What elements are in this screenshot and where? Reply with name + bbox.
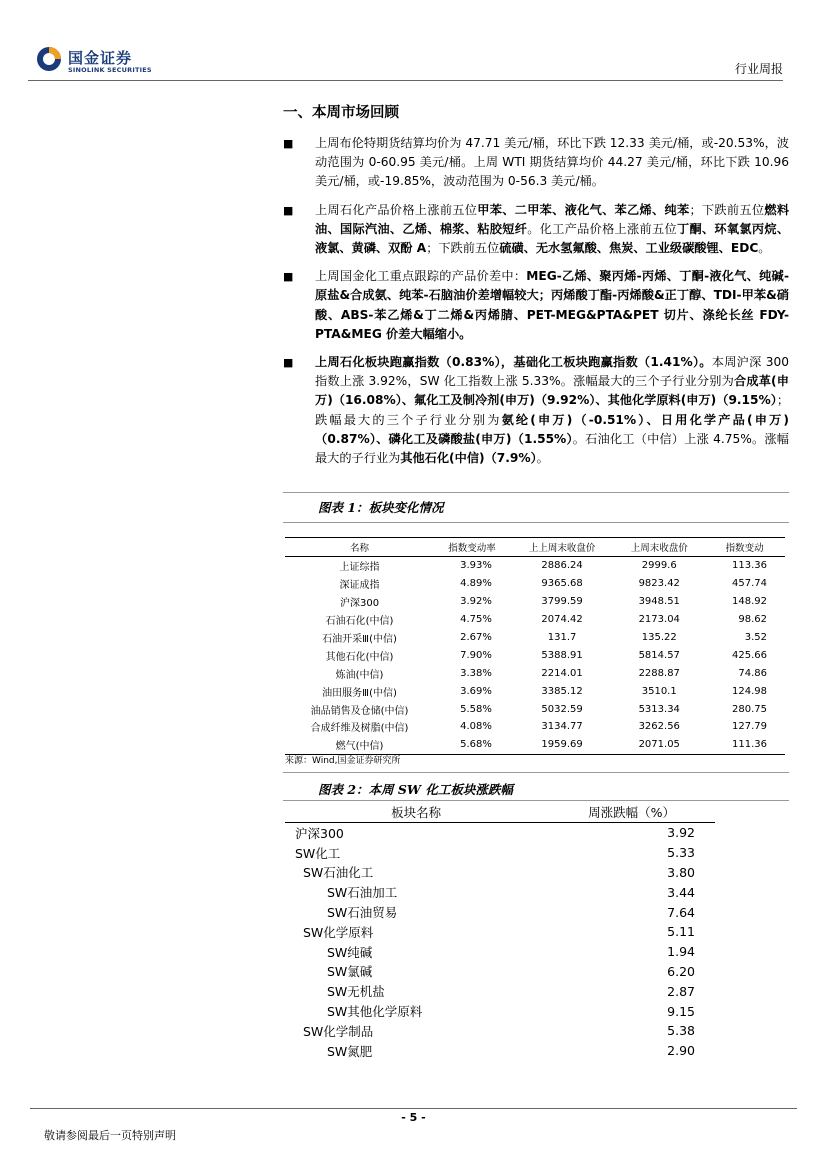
weekly-change-cell: 6.20 xyxy=(667,963,695,979)
bullet-emphasis: 其他石化(中信)（7.9%） xyxy=(400,451,537,466)
value-cell: 457.74 xyxy=(732,578,767,590)
sector-name-cell: 石油开采Ⅲ(中信) xyxy=(322,634,397,645)
weekly-change-cell: 7.64 xyxy=(667,904,695,920)
value-cell: 74.86 xyxy=(738,667,767,679)
figure1-title-divider xyxy=(283,522,789,523)
value-cell: 3948.51 xyxy=(638,596,680,608)
bullet-text: 。 xyxy=(536,451,549,466)
table-row xyxy=(285,1021,715,1041)
bullet-item xyxy=(283,267,789,344)
table-row xyxy=(285,843,715,863)
bullet-text: 上周石化产品价格上涨前五位 xyxy=(315,202,478,217)
table-row xyxy=(285,629,785,647)
value-cell: 3.93% xyxy=(460,560,492,572)
value-cell: 3134.77 xyxy=(541,721,583,733)
sector-name-cell: SW其他化学原料 xyxy=(327,1004,423,1020)
sector-name-cell: SW化学制品 xyxy=(303,1023,374,1039)
sector-name-cell: 油田服务Ⅲ(中信) xyxy=(322,687,397,699)
footer-divider xyxy=(30,1108,797,1109)
value-cell: 148.92 xyxy=(732,596,767,608)
table-row xyxy=(285,1041,715,1061)
value-cell: 131.7 xyxy=(547,632,577,643)
bullet-text: 上周布伦特期货结算均价为 47.71 美元/桶，环比下跌 12.33 美元/桶，或-20.53%，波动范围为 0-60.95 美元/桶。上周 WTI 期货结算均价 44.27 美元/桶，环比下跌 10.96 美元/桶，或-19.85%，波动范围为 0-56.3 美元/桶。 xyxy=(315,136,789,189)
bullet-emphasis: 甲苯、二甲苯、液化气、苯乙烯、纯苯 xyxy=(477,202,690,217)
value-cell: 2.67% xyxy=(460,632,492,643)
bullet-square-icon: ■ xyxy=(283,270,294,284)
weekly-change-cell: 9.15 xyxy=(667,1003,695,1019)
sector-name-cell: SW氯碱 xyxy=(327,964,373,980)
sector-name-cell: SW氮肥 xyxy=(327,1043,373,1059)
table-row xyxy=(285,882,715,902)
value-cell: 280.75 xyxy=(732,703,767,715)
value-cell: 5.58% xyxy=(460,703,492,715)
column-header: 上上周末收盘价 xyxy=(510,538,614,557)
figure2-title: 图表 2：本周 SW 化工板块涨跌幅 xyxy=(318,782,513,797)
bullet-item xyxy=(283,353,789,468)
table-row xyxy=(285,823,715,843)
bullet-item xyxy=(283,201,789,259)
value-cell: 5032.59 xyxy=(541,703,583,715)
sector-name-cell: 沪深300 xyxy=(295,825,344,841)
sector-name-cell: SW石油化工 xyxy=(303,865,374,881)
value-cell: 5814.57 xyxy=(638,649,680,661)
table-header-row xyxy=(285,538,785,557)
bullet-emphasis: 燃料油、国际汽油、乙烯、棉浆、粘胶短纤 xyxy=(315,202,790,236)
weekly-change-cell: 3.44 xyxy=(667,884,695,900)
value-cell: 2288.87 xyxy=(638,667,680,679)
value-cell: 7.90% xyxy=(460,649,492,661)
column-header: 上周末收盘价 xyxy=(614,538,704,557)
sinolink-logo-icon xyxy=(36,46,62,72)
company-logo xyxy=(36,46,156,80)
sector-name-cell: SW无机盐 xyxy=(327,984,385,1000)
value-cell: 2074.42 xyxy=(541,614,583,626)
value-cell: 3.92% xyxy=(460,596,492,608)
sector-name-cell: 其他石化(中信) xyxy=(325,651,394,663)
value-cell: 3.69% xyxy=(460,685,492,697)
figure1-bottom-divider xyxy=(283,772,789,773)
document-type: 行业周报 xyxy=(734,62,783,76)
table-row xyxy=(285,942,715,962)
figure1-top-divider xyxy=(283,492,789,493)
table-row xyxy=(285,736,785,754)
value-cell: 4.75% xyxy=(460,614,492,626)
value-cell: 3262.56 xyxy=(638,721,680,733)
weekly-change-cell: 3.80 xyxy=(667,864,695,880)
bullet-emphasis: 合成革(申万)（16.08%）、氟化工及制冷剂(申万)（9.92%）、其他化学原料(申万)（9.15%） xyxy=(315,374,789,408)
weekly-change-cell: 1.94 xyxy=(667,944,695,960)
value-cell: 5313.34 xyxy=(638,703,680,715)
table-row xyxy=(285,646,785,664)
column-header: 周涨跌幅（%） xyxy=(547,801,715,823)
sw-chemical-change-table xyxy=(285,801,715,1061)
value-cell: 2173.04 xyxy=(638,614,680,626)
sector-name-cell: 油品销售及仓储(中信) xyxy=(310,705,409,717)
value-cell: 9823.42 xyxy=(638,578,680,590)
value-cell: 2886.24 xyxy=(541,560,583,572)
weekly-change-cell: 5.38 xyxy=(667,1023,695,1039)
figure1-title: 图表 1：板块变化情况 xyxy=(318,500,444,515)
bullet-text: 。化工产品价格上涨前五位 xyxy=(527,221,677,236)
value-cell: 2214.01 xyxy=(541,667,583,679)
logo-text-en: SINOLINK SECURITIES xyxy=(68,66,152,74)
value-cell: 111.36 xyxy=(704,736,785,754)
weekly-change-cell: 5.33 xyxy=(667,845,695,861)
value-cell: 124.98 xyxy=(732,685,767,697)
bullet-emphasis: 氨纶(申万)（-0.51%）、日用化学产品(申万)（0.87%）、磷化工及磷酸盐(申万)（1.55%） xyxy=(315,412,789,446)
value-cell: 4.08% xyxy=(460,721,492,733)
value-cell: 113.36 xyxy=(732,560,767,572)
value-cell: 135.22 xyxy=(641,632,677,643)
column-header: 指数变动 xyxy=(704,538,785,557)
value-cell: 3.38% xyxy=(460,667,492,679)
table-row xyxy=(285,863,715,883)
bullet-text: 。 xyxy=(758,241,771,256)
value-cell: 1959.69 xyxy=(510,736,614,754)
value-cell: 98.62 xyxy=(738,614,767,626)
bullet-text: 。石油化工（中信）上涨 4.75%。涨幅最大的子行业为 xyxy=(315,431,789,466)
value-cell: 5.68% xyxy=(434,736,510,754)
bullet-text: ；跌幅最大的三个子行业分别为 xyxy=(315,393,789,427)
sector-name-cell: 合成纤维及树脂(中信) xyxy=(310,723,409,735)
table-header-row xyxy=(285,801,715,823)
sector-name-cell: SW化学原料 xyxy=(303,924,374,940)
column-header: 板块名称 xyxy=(285,801,547,823)
value-cell: 5388.91 xyxy=(541,649,583,661)
table-row xyxy=(285,575,785,593)
value-cell: 425.66 xyxy=(732,649,767,661)
value-cell: 3510.1 xyxy=(641,685,677,697)
table-row xyxy=(285,664,785,682)
weekly-change-cell: 2.90 xyxy=(667,1043,695,1059)
sector-name-cell: SW石油贸易 xyxy=(327,905,398,921)
bullet-emphasis: 丁酮、环氧氯丙烷、液氯、黄磷、双酚 A xyxy=(315,221,790,256)
bullet-emphasis: MEG-乙烯、聚丙烯-丙烯、丁酮-液化气、纯碱-原盐&合成氨、纯苯-石脑油价差增幅较大；丙烯酸丁酯-丙烯酸&正丁醇、TDI-甲苯&硝酸、ABS-苯乙烯&丁二烯&丙烯腈、PET-MEG&PTA&PET 切片、涤纶长丝 FDY-PTA&MEG 价差大幅缩小。 xyxy=(315,269,789,341)
sector-name-cell: 上证综指 xyxy=(339,562,380,574)
sector-name-cell: SW化工 xyxy=(295,845,341,861)
table-row xyxy=(285,962,715,982)
sector-name-cell: 深证成指 xyxy=(339,580,380,592)
sector-name-cell: SW石油加工 xyxy=(327,885,398,901)
value-cell: 4.89% xyxy=(460,578,492,590)
column-header: 名称 xyxy=(285,538,434,557)
sector-name-cell: SW纯碱 xyxy=(327,944,373,960)
bullet-text: ；下跌前五位 xyxy=(689,202,765,217)
bullet-square-icon: ■ xyxy=(283,137,294,150)
sector-name-cell: 燃气(中信) xyxy=(285,736,434,754)
weekly-change-cell: 2.87 xyxy=(667,983,695,999)
table-row xyxy=(285,682,785,700)
header-divider xyxy=(28,80,783,81)
sector-name-cell: 炼油(中信) xyxy=(335,669,384,681)
bullet-item xyxy=(283,134,789,192)
market-review-bullets xyxy=(283,134,789,477)
value-cell: 127.79 xyxy=(732,721,767,733)
table-row xyxy=(285,981,715,1001)
value-cell: 3385.12 xyxy=(541,685,583,697)
bullet-square-icon: ■ xyxy=(283,356,294,370)
footer-disclaimer: 敬请参阅最后一页特别声明 xyxy=(44,1129,176,1142)
table-row xyxy=(285,557,785,575)
bullet-emphasis: 硫磺、无水氢氟酸、焦炭、工业级碳酸锂、EDC xyxy=(499,241,759,256)
value-cell: 2999.6 xyxy=(641,560,677,572)
value-cell: 9365.68 xyxy=(541,578,583,590)
bullet-text: 上周国金化工重点跟踪的产品价差中： xyxy=(315,269,527,284)
value-cell: 3.52 xyxy=(744,632,767,643)
bullet-text: ；下跌前五位 xyxy=(426,241,500,256)
table-row xyxy=(285,593,785,611)
sector-name-cell: 石油石化(中信) xyxy=(325,616,394,628)
column-header: 指数变动率 xyxy=(434,538,510,557)
sector-name-cell: 沪深300 xyxy=(339,598,380,610)
bullet-emphasis: 上周石化板块跑赢指数（0.83%），基础化工板块跑赢指数（1.41%）。 xyxy=(315,355,712,370)
page-number: - 5 - xyxy=(401,1111,426,1124)
table-row xyxy=(285,922,715,942)
table-row xyxy=(285,718,785,736)
bullet-square-icon: ■ xyxy=(283,203,294,217)
table-row xyxy=(285,611,785,629)
sector-change-table xyxy=(285,537,785,755)
section-title: 一、本周市场回顾 xyxy=(283,105,399,121)
value-cell: 3799.59 xyxy=(541,596,583,608)
figure1-source: 来源：Wind,国金证券研究所 xyxy=(285,756,401,766)
bullet-text: 本周沪深 300 指数上涨 3.92%，SW 化工指数上涨 5.33%。涨幅最大的三个子行业分别为 xyxy=(315,355,789,389)
weekly-change-cell: 5.11 xyxy=(667,924,695,940)
weekly-change-cell: 3.92 xyxy=(667,825,695,841)
value-cell: 2071.05 xyxy=(614,736,704,754)
table-row xyxy=(285,902,715,922)
table-row xyxy=(285,1001,715,1021)
table-row xyxy=(285,700,785,718)
logo-text-cn: 国金证券 xyxy=(68,49,133,67)
